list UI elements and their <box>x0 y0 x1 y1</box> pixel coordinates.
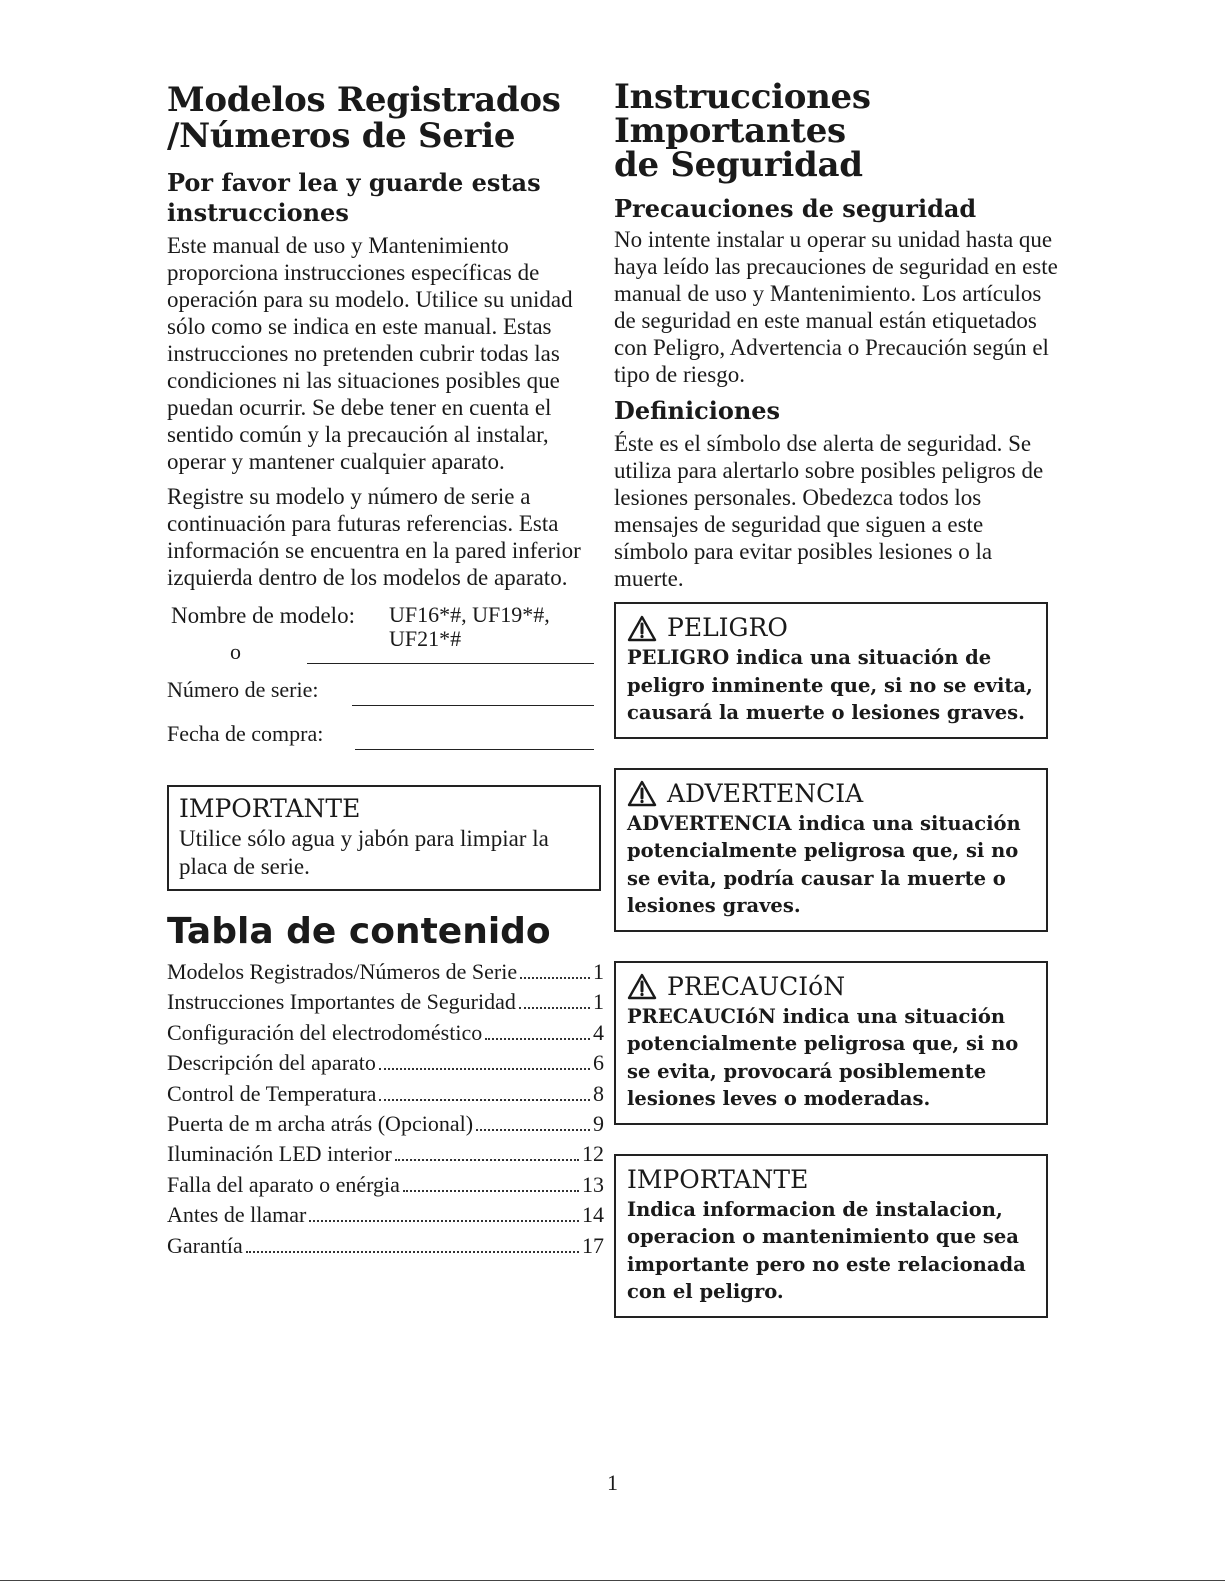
toc-item[interactable] <box>167 1200 604 1230</box>
toc-leader <box>476 1129 590 1131</box>
important-box-right <box>614 1154 1048 1318</box>
page-bottom-rule <box>0 1580 1225 1581</box>
date-row <box>167 721 604 755</box>
important-box-left <box>167 785 601 891</box>
important-text-right: Indica informacion de instalacion, operacion o mantenimiento que sea importante pero no este relacionada con el peligro. <box>627 1197 1026 1303</box>
toc-item[interactable] <box>167 1170 604 1200</box>
toc-item-page: 9 <box>593 1111 604 1137</box>
serial-number-line[interactable] <box>352 705 594 706</box>
toc-item-title: Garantía <box>167 1232 243 1258</box>
toc-leader <box>403 1190 579 1192</box>
toc-item-page: 17 <box>582 1232 604 1258</box>
model-name-label: Nombre de modelo: <box>171 603 355 628</box>
danger-text: PELIGRO indica una situación de peligro inminente que, si no se evita, causará la muerte o lesiones graves. <box>627 646 1033 724</box>
toc-item-title: Falla del aparato o enérgia <box>167 1171 400 1197</box>
toc-leader <box>520 977 590 979</box>
toc-leader <box>379 1068 590 1070</box>
intro-paragraph: Este manual de uso y Mantenimiento proporciona instrucciones específicas de operación para su modelo. Utilice su unidad sólo como se indica en este manual. Estas instrucciones no pretenden cubrir todas las condiciones ni las situaciones posibles que puedan ocurrir. Se debe tener en cuenta el sentido común y la precaución al instalar, operar y mantener cualquier aparato. <box>167 233 573 474</box>
toc-item-title: Antes de llamar <box>167 1202 307 1228</box>
warning-heading: ADVERTENCIA <box>667 778 864 808</box>
read-save-subtitle-line1: Por favor lea y guarde estas <box>167 168 541 197</box>
table-of-contents <box>167 957 604 1261</box>
model-line <box>307 663 594 664</box>
toc-leader <box>395 1159 579 1161</box>
toc-item[interactable] <box>167 987 604 1017</box>
toc-item[interactable] <box>167 1231 604 1261</box>
toc-item-page: 14 <box>582 1202 604 1228</box>
toc-item-title: Descripción del aparato <box>167 1050 376 1076</box>
danger-box <box>614 602 1048 739</box>
toc-item-title: Iluminación LED interior <box>167 1141 392 1167</box>
warning-triangle-icon <box>627 615 657 642</box>
toc-item-title: Control de Temperatura <box>167 1080 377 1106</box>
right-column <box>614 77 1058 1318</box>
serial-row <box>167 677 604 717</box>
toc-item-page: 4 <box>593 1019 604 1045</box>
warning-triangle-icon <box>627 780 657 807</box>
purchase-date-label: Fecha de compra: <box>167 721 324 746</box>
toc-item[interactable] <box>167 1018 604 1048</box>
toc-leader <box>309 1220 579 1222</box>
or-label: o <box>230 639 241 664</box>
toc-item[interactable] <box>167 957 604 987</box>
page-number: 1 <box>607 1470 618 1495</box>
model-value-line2: UF21*# <box>389 626 462 651</box>
toc-item-title: Puerta de m archa atrás (Opcional) <box>167 1111 474 1137</box>
registered-models-title-line2: /Números de Serie <box>167 116 516 156</box>
precautions-text: No intente instalar u operar su unidad hasta que haya leído las precauciones de seguridad en este manual de uso y Mantenimiento. Los artículos de seguridad en este manual están etiquetados con Peligro, Advertencia o Precaución según el tipo de riesgo. <box>614 227 1058 387</box>
toc-item-title: Instrucciones Importantes de Seguridad <box>167 989 516 1015</box>
important-heading-row <box>627 1164 1035 1196</box>
read-save-subtitle-line2: instrucciones <box>167 198 349 227</box>
danger-heading-row <box>627 612 1035 644</box>
toc-leader <box>519 1007 590 1009</box>
purchase-date-line[interactable] <box>355 749 594 750</box>
toc-leader <box>379 1099 590 1101</box>
left-column <box>167 80 604 1261</box>
warning-heading-row <box>627 778 1035 810</box>
toc-item[interactable] <box>167 1139 604 1169</box>
danger-heading: PELIGRO <box>667 613 788 642</box>
register-paragraph: Registre su modelo y número de serie a continuación para futuras referencias. Esta información se encuentra en la pared inferior izquierda dentro de los modelos de aparato. <box>167 484 581 590</box>
toc-item[interactable] <box>167 1109 604 1139</box>
toc-item[interactable] <box>167 1048 604 1078</box>
registered-models-title-line1: Modelos Registrados <box>167 80 561 120</box>
important-text: Utilice sólo agua y jabón para limpiar la placa de serie. <box>179 826 549 879</box>
important-heading: IMPORTANTE <box>179 794 361 823</box>
model-row <box>167 603 604 669</box>
toc-item-page: 1 <box>593 959 604 984</box>
toc-leader <box>485 1038 590 1040</box>
safety-title-line2: de Seguridad <box>614 145 863 185</box>
important-heading-right: IMPORTANTE <box>627 1164 809 1194</box>
serial-number-label: Número de serie: <box>167 677 319 702</box>
toc-item-page: 13 <box>582 1171 604 1197</box>
toc-item-page: 12 <box>582 1141 604 1167</box>
warning-text: ADVERTENCIA indica una situación potencialmente peligrosa que, si no se evita, podría causar la muerte o lesiones graves. <box>627 811 1021 917</box>
precautions-heading: Precauciones de seguridad <box>614 194 977 223</box>
model-value-line1: UF16*#, UF19*#, <box>389 602 550 627</box>
caution-text: PRECAUCIóN indica una situación potencialmente peligrosa que, si no se evita, provocará posiblemente lesiones leves o moderadas. <box>627 1004 1019 1110</box>
caution-box <box>614 961 1048 1125</box>
toc-item-title: Configuración del electrodoméstico <box>167 1019 483 1045</box>
caution-heading-row <box>627 971 1035 1003</box>
registration-form <box>167 603 604 755</box>
toc-item-page: 6 <box>593 1050 604 1076</box>
toc-leader <box>246 1251 579 1253</box>
toc-item-page: 8 <box>593 1080 604 1106</box>
warning-triangle-icon <box>627 973 657 1000</box>
toc-item-page: 1 <box>593 989 604 1015</box>
toc-item[interactable] <box>167 1079 604 1109</box>
warning-box <box>614 768 1048 932</box>
model-name-value <box>389 603 594 651</box>
safety-title-line1: Instrucciones Importantes <box>614 77 871 151</box>
toc-title: Tabla de contenido <box>167 911 551 952</box>
definitions-text: Éste es el símbolo dse alerta de seguridad. Se utiliza para alertarlo sobre posibles peligros de lesiones personales. Obedezca todos los mensajes de seguridad que siguen a este símbolo para evitar posibles lesiones o la muerte. <box>614 431 1044 591</box>
caution-heading: PRECAUCIóN <box>667 971 846 1001</box>
toc-item-title: Modelos Registrados/Números de Serie <box>167 959 518 984</box>
definitions-heading: Definiciones <box>614 396 781 425</box>
